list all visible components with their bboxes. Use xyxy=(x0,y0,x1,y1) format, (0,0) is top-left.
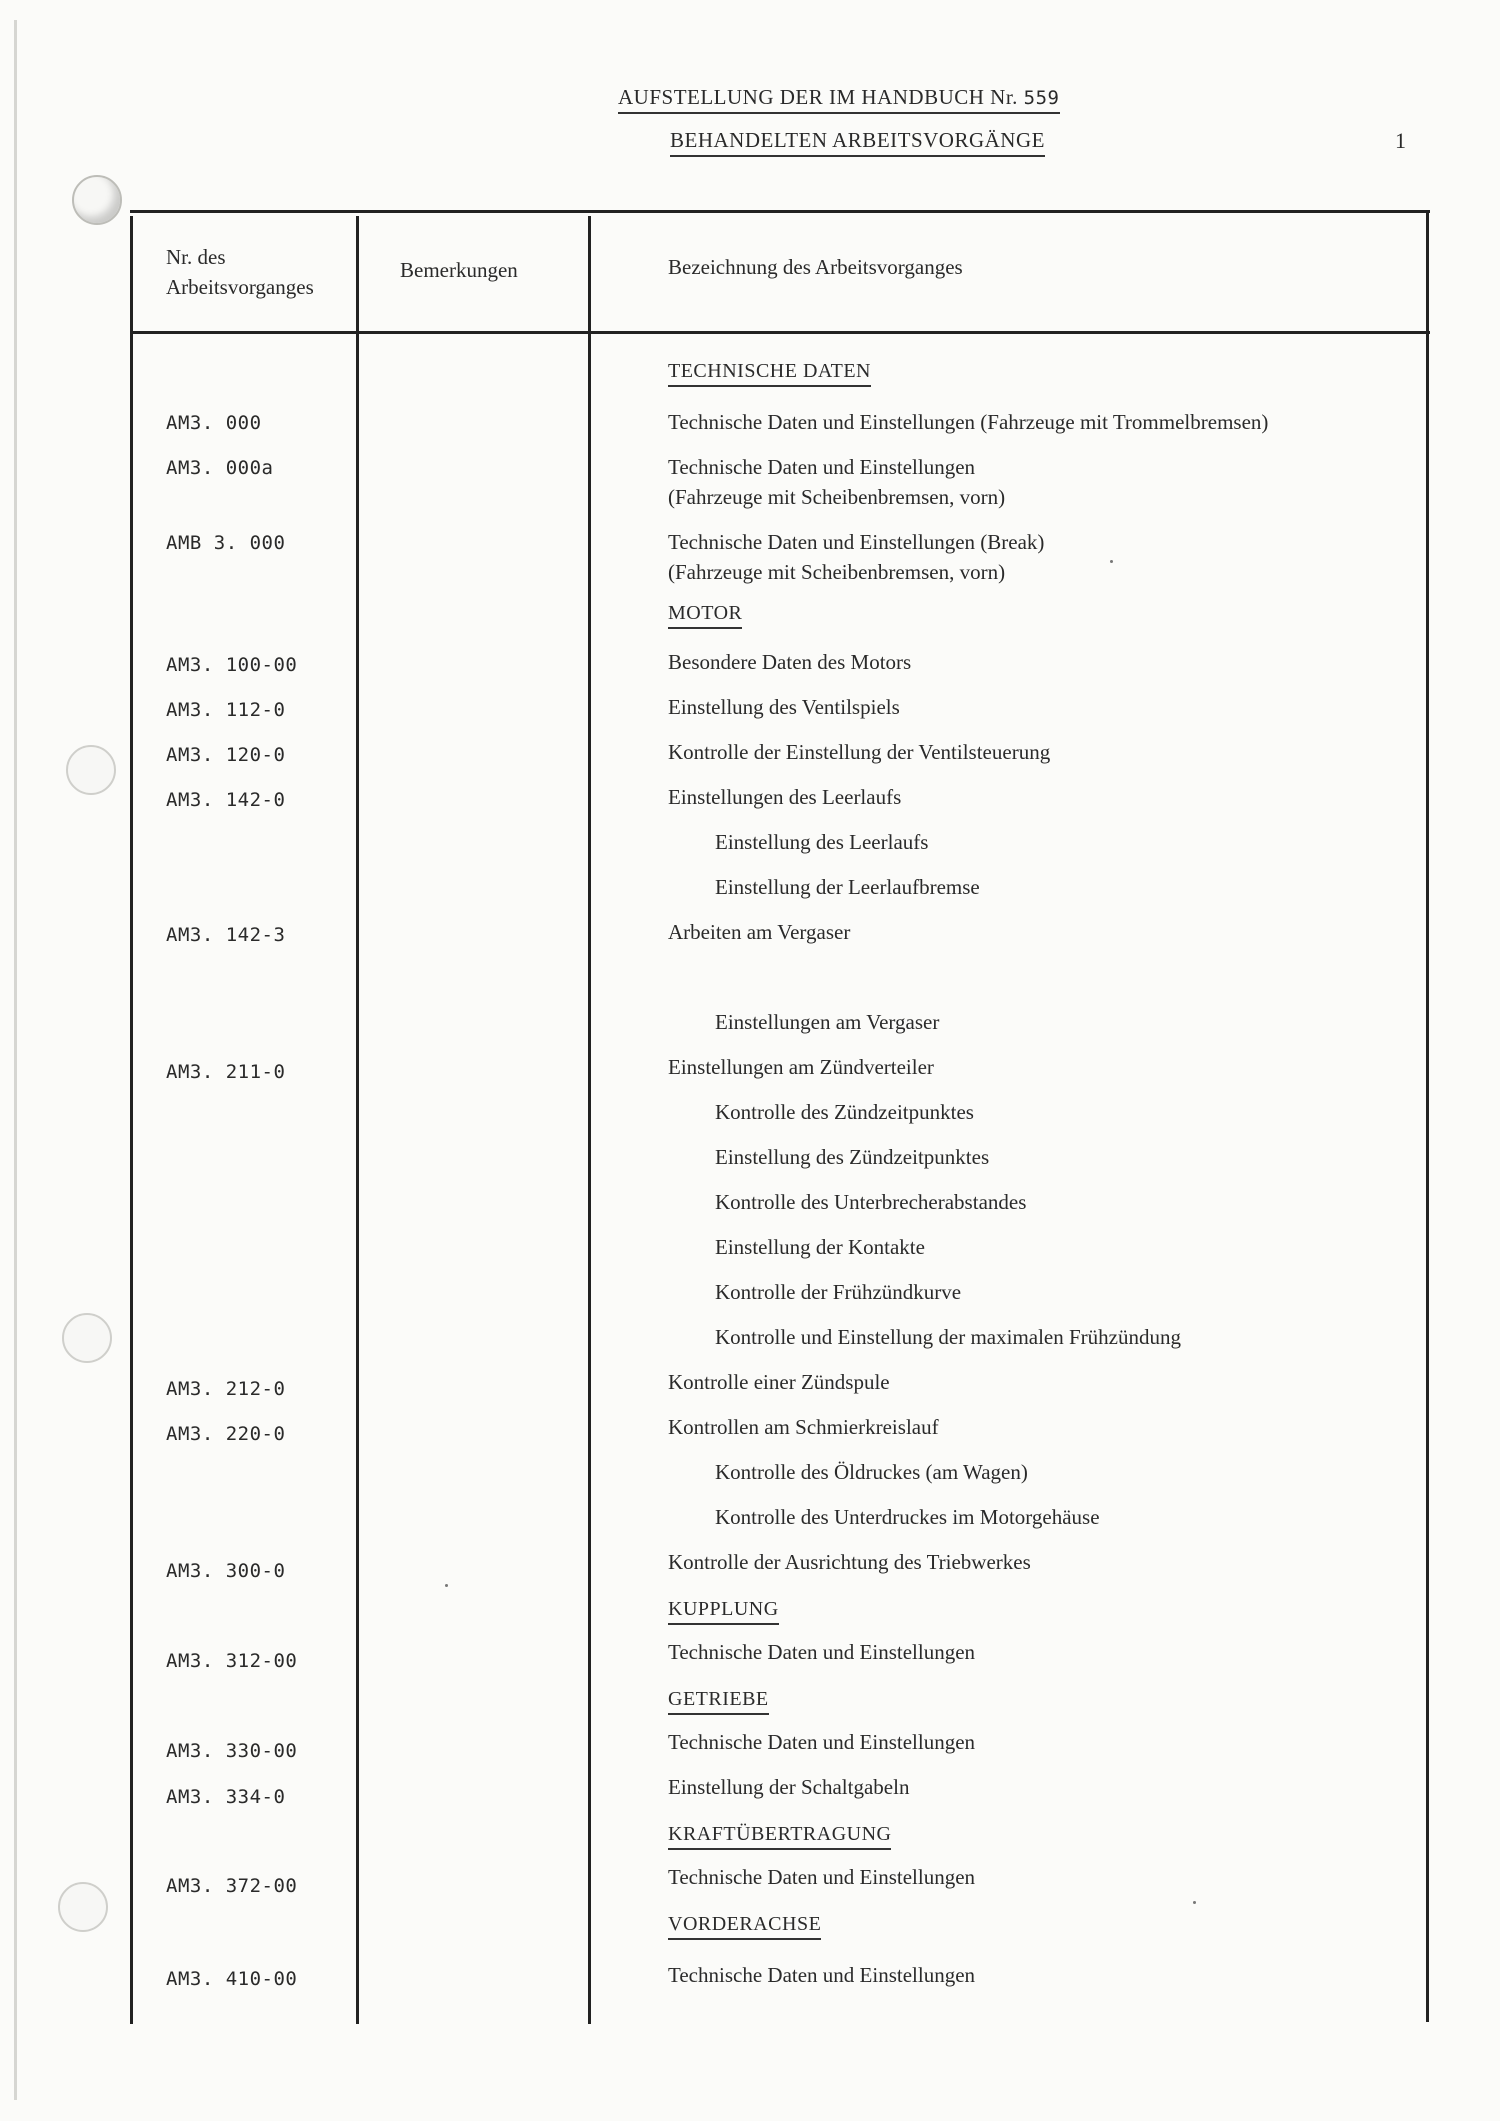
operation-number: AM3. 220-0 xyxy=(166,1423,286,1445)
table-border-top xyxy=(130,210,1430,213)
operation-number: AM3. 120-0 xyxy=(166,744,286,766)
operation-number: AM3. 330-00 xyxy=(166,1740,298,1762)
operation-subitem: Einstellung der Kontakte xyxy=(715,1235,925,1259)
scan-speck xyxy=(1110,560,1113,563)
operation-number: AM3. 142-0 xyxy=(166,789,286,811)
column-header-remarks: Bemerkungen xyxy=(400,258,518,282)
operation-number: AM3. 000a xyxy=(166,457,274,479)
binder-edge xyxy=(14,20,17,2100)
operation-description: Kontrollen am Schmierkreislauf xyxy=(668,1415,939,1439)
scan-speck xyxy=(1193,1901,1196,1904)
punch-hole xyxy=(66,745,116,795)
operation-description: Kontrolle einer Zündspule xyxy=(668,1370,890,1394)
section-heading: TECHNISCHE DATEN xyxy=(668,360,871,387)
operation-description: Kontrolle der Ausrichtung des Triebwerkes xyxy=(668,1550,1031,1574)
title-line-1: AUFSTELLUNG DER IM HANDBUCH Nr. xyxy=(618,85,1018,109)
operation-description: Einstellungen am Zündverteiler xyxy=(668,1055,934,1079)
operation-subitem: Einstellung des Zündzeitpunktes xyxy=(715,1145,990,1169)
operation-number: AM3. 000 xyxy=(166,412,262,434)
table-border-left xyxy=(130,216,133,2024)
operation-description: Technische Daten und Einstellungen (Break) xyxy=(668,530,1045,554)
operation-description: Technische Daten und Einstellungen xyxy=(668,1730,976,1754)
operation-description: Technische Daten und Einstellungen xyxy=(668,1640,976,1664)
operation-number: AM3. 334-0 xyxy=(166,1786,286,1808)
operation-subitem: Einstellungen am Vergaser xyxy=(715,1010,940,1034)
operation-subitem: Kontrolle und Einstellung der maximalen Frühzündung xyxy=(715,1325,1181,1349)
operation-number: AM3. 372-00 xyxy=(166,1875,298,1897)
section-heading: KRAFTÜBERTRAGUNG xyxy=(668,1823,891,1850)
operation-subitem: Kontrolle der Frühzündkurve xyxy=(715,1280,962,1304)
column-header-number xyxy=(166,242,314,302)
operation-description: Einstellung der Schaltgabeln xyxy=(668,1775,910,1799)
operation-description: Kontrolle der Einstellung der Ventilsteuerung xyxy=(668,740,1051,764)
operation-number: AM3. 410-00 xyxy=(166,1968,298,1990)
document-subtitle: BEHANDELTEN ARBEITSVORGÄNGE xyxy=(670,128,1045,157)
section-heading: KUPPLUNG xyxy=(668,1598,779,1625)
table-border-right xyxy=(1426,210,1429,2022)
operation-number: AM3. 211-0 xyxy=(166,1061,286,1083)
table-column-divider xyxy=(356,216,359,2024)
operation-description: Arbeiten am Vergaser xyxy=(668,920,851,944)
punch-hole xyxy=(62,1313,112,1363)
operation-description: Einstellungen des Leerlaufs xyxy=(668,785,902,809)
operation-number: AMB 3. 000 xyxy=(166,532,286,554)
operation-number: AM3. 212-0 xyxy=(166,1378,286,1400)
operation-description: Technische Daten und Einstellungen xyxy=(668,1963,976,1987)
operation-subitem: Kontrolle des Zündzeitpunktes xyxy=(715,1100,974,1124)
operation-subitem: Kontrolle des Unterdruckes im Motorgehäuse xyxy=(715,1505,1100,1529)
operation-number: AM3. 312-00 xyxy=(166,1650,298,1672)
table-column-divider xyxy=(588,216,591,2024)
operation-description-continuation: (Fahrzeuge mit Scheibenbremsen, vorn) xyxy=(668,560,1006,584)
operation-number: AM3. 112-0 xyxy=(166,699,286,721)
operation-number: AM3. 100-00 xyxy=(166,654,298,676)
operation-subitem: Kontrolle des Unterbrecherabstandes xyxy=(715,1190,1027,1214)
operation-subitem: Kontrolle des Öldruckes (am Wagen) xyxy=(715,1460,1028,1484)
operation-description: Besondere Daten des Motors xyxy=(668,650,912,674)
operation-subitem: Einstellung des Leerlaufs xyxy=(715,830,929,854)
operation-description: Technische Daten und Einstellungen (Fahrzeuge mit Trommelbremsen) xyxy=(668,410,1269,434)
column-header-description: Bezeichnung des Arbeitsvorganges xyxy=(668,255,963,279)
operation-description: Technische Daten und Einstellungen xyxy=(668,455,976,479)
handbook-number: 559 xyxy=(1023,87,1060,109)
operation-subitem: Einstellung der Leerlaufbremse xyxy=(715,875,980,899)
page-number: 1 xyxy=(1395,128,1406,153)
document-title xyxy=(618,85,1060,114)
operation-number: AM3. 300-0 xyxy=(166,1560,286,1582)
operation-description-continuation: (Fahrzeuge mit Scheibenbremsen, vorn) xyxy=(668,485,1006,509)
column-header-number-line2: Arbeitsvorganges xyxy=(166,275,314,299)
punch-hole xyxy=(72,175,122,225)
punch-hole xyxy=(58,1882,108,1932)
operation-description: Einstellung des Ventilspiels xyxy=(668,695,900,719)
table-header-divider xyxy=(130,331,1430,334)
operation-description: Technische Daten und Einstellungen xyxy=(668,1865,976,1889)
section-heading: VORDERACHSE xyxy=(668,1913,821,1940)
section-heading: GETRIEBE xyxy=(668,1688,769,1715)
operation-number: AM3. 142-3 xyxy=(166,924,286,946)
section-heading: MOTOR xyxy=(668,602,742,629)
column-header-number-line1: Nr. des xyxy=(166,245,226,269)
scan-speck xyxy=(445,1584,448,1587)
